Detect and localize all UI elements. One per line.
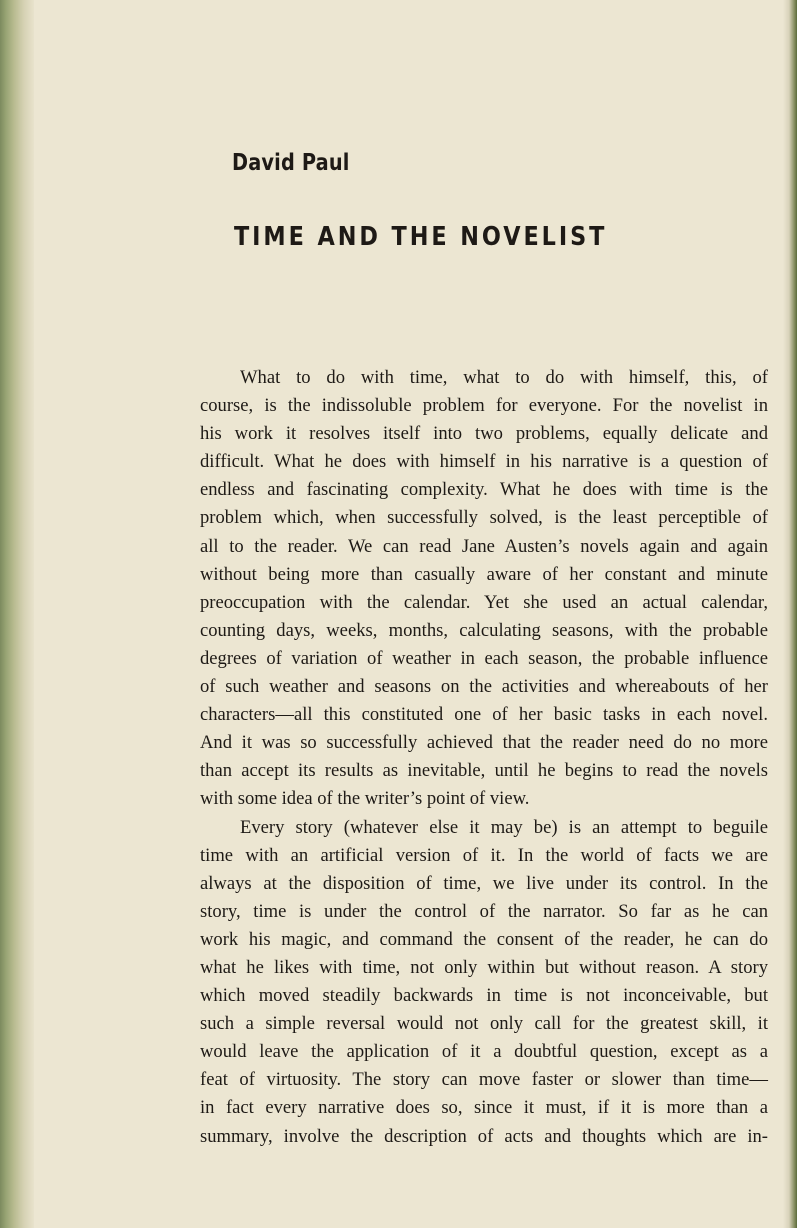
paragraph-2 bbox=[200, 814, 768, 1151]
text-line: would leave the application of it a doubtful question, except as a bbox=[200, 1041, 768, 1063]
text-line: which moved steadily backwards in time is not inconceivable, but bbox=[200, 985, 768, 1007]
text-line: in fact every narrative does so, since it must, if it is more than a bbox=[200, 1097, 768, 1119]
book-binding-edge bbox=[0, 0, 34, 1228]
text-line: problem which, when successfully solved, is the least perceptible of bbox=[200, 507, 768, 529]
text-line: all to the reader. We can read Jane Austen’s novels again and again bbox=[200, 535, 768, 557]
text-line: And it was so successfully achieved that the reader need do no more bbox=[200, 732, 768, 754]
page-right-edge bbox=[783, 0, 797, 1228]
text-line: of such weather and seasons on the activities and whereabouts of her bbox=[200, 676, 768, 698]
text-line: summary, involve the description of acts and thoughts which are in- bbox=[200, 1125, 768, 1147]
text-line: difficult. What he does with himself in his narrative is a question of bbox=[200, 451, 768, 473]
text-line: degrees of variation of weather in each season, the probable influence bbox=[200, 647, 768, 669]
text-line: than accept its results as inevitable, until he begins to read the novels bbox=[200, 760, 768, 782]
text-line: What to do with time, what to do with himself, this, of bbox=[240, 367, 768, 388]
text-line: such a simple reversal would not only call for the greatest skill, it bbox=[200, 1013, 768, 1035]
paragraph-1 bbox=[200, 364, 768, 814]
text-line: preoccupation with the calendar. Yet she used an actual calendar, bbox=[200, 591, 768, 613]
text-line: time with an artificial version of it. In the world of facts we are bbox=[200, 844, 768, 866]
text-line: work his magic, and command the consent of the reader, he can do bbox=[200, 928, 768, 950]
text-line: Every story (whatever else it may be) is an attempt to beguile bbox=[240, 816, 768, 838]
body-text bbox=[200, 364, 768, 1151]
article-title: TIME AND THE NOVELIST bbox=[234, 222, 608, 252]
text-line: with some idea of the writer’s point of view. bbox=[200, 788, 530, 810]
text-line: what he likes with time, not only within but without reason. A story bbox=[200, 956, 768, 978]
text-line: feat of virtuosity. The story can move faster or slower than time— bbox=[200, 1069, 768, 1091]
text-line: endless and fascinating complexity. What he does with time is the bbox=[200, 479, 768, 501]
text-line: counting days, weeks, months, calculating seasons, with the probable bbox=[200, 619, 768, 641]
text-line: always at the disposition of time, we live under its control. In the bbox=[200, 872, 768, 894]
text-line: course, is the indissoluble problem for everyone. For the novelist in bbox=[200, 395, 768, 417]
author-name: David Paul bbox=[232, 150, 350, 176]
text-line: without being more than casually aware of her constant and minute bbox=[200, 563, 768, 585]
text-line: characters—all this constituted one of her basic tasks in each novel. bbox=[200, 704, 768, 726]
text-line: his work it resolves itself into two problems, equally delicate and bbox=[200, 423, 768, 445]
text-line: story, time is under the control of the narrator. So far as he can bbox=[200, 900, 768, 922]
